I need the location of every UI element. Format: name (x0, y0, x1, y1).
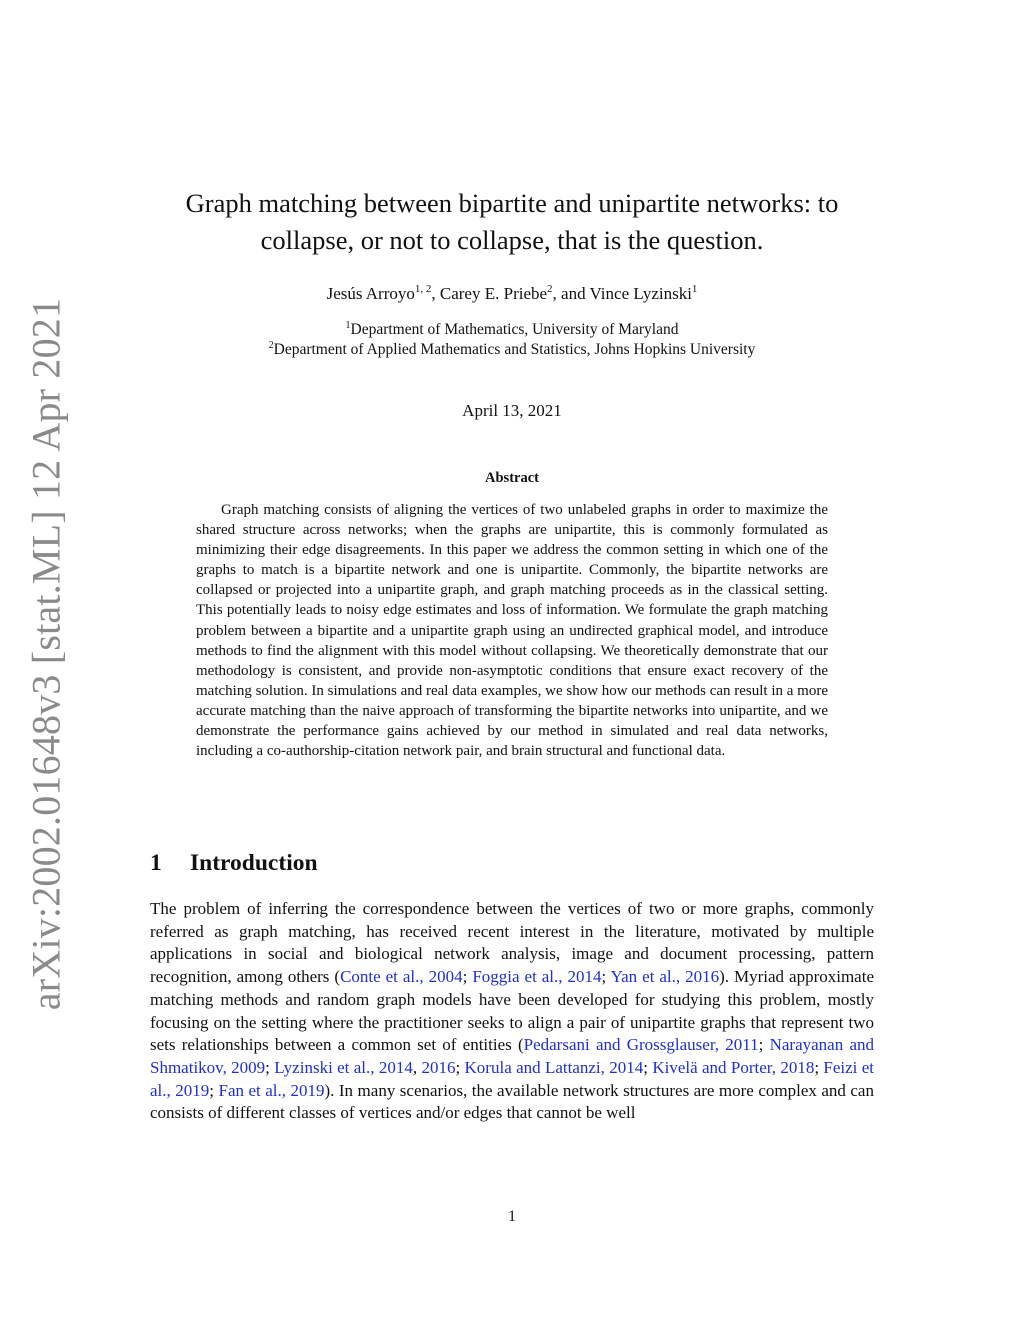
page-number: 1 (508, 1208, 516, 1225)
body-text: ; (643, 1057, 653, 1077)
affiliation-text: Department of Mathematics, University of Maryland (350, 321, 679, 338)
citation-link[interactable]: Fan et al., 2019 (218, 1080, 325, 1100)
affiliation-text: Department of Applied Mathematics and Statistics, Johns Hopkins University (273, 341, 756, 358)
author-affiliation-mark: 2 (547, 283, 553, 295)
affiliation-mark: 2 (268, 340, 274, 351)
author-separator: , (431, 284, 440, 303)
author-affiliation-mark: 1, 2 (414, 283, 432, 295)
body-text: ; (758, 1035, 770, 1055)
arxiv-side-stamp (16, 297, 76, 1011)
body-text: ; (455, 1057, 465, 1077)
body-text: , (412, 1057, 422, 1077)
affiliation (140, 340, 884, 360)
arxiv-id[interactable]: arXiv:2002.01648v3 [stat.ML] 12 Apr 2021 (23, 297, 69, 1011)
author-separator: , and (552, 284, 590, 303)
section-heading (150, 850, 874, 877)
body-text: ; (462, 967, 473, 987)
citation-link[interactable]: 2016 (421, 1057, 456, 1077)
section-number: 1 (150, 850, 162, 876)
author-list (140, 283, 884, 305)
citation-link[interactable]: Narayanan and Shmatikov, 2009 (150, 1035, 874, 1077)
affiliation-list (140, 320, 884, 360)
citation-link[interactable]: Korula and Lattanzi, 2014 (464, 1057, 644, 1077)
abstract-text: Graph matching consists of aligning the vertices of two unlabeled graphs in order to maximize the shared structure across networks; when the graphs are unipartite, this is commonly formulated as minimizing their edge disagreements. In this paper we address the common setting in which one of the graphs to match is a bipartite network and one is unipartite. Commonly, the bipartite networks are collapsed or projected into a unipartite graph, and graph matching proceeds as in the classical setting. This potentially leads to noisy edge estimates and loss of information. We formulate the graph matching problem between a bipartite and a unipartite graph using an undirected graphical model, and introduce methods to find the alignment with this model without collapsing. We theoretically demonstrate that our methodology is consistent, and provide non-asymptotic conditions that ensure exact recovery of the matching solution. In simulations and real data examples, we show how our methods can result in a more accurate matching than the naive approach of transforming the bipartite networks into unipartite, and we demonstrate the performance gains achieved by our method in simulated and real data networks, including a co-authorship-citation network pair, and brain structural and functional data. (196, 502, 828, 760)
section-title: Introduction (190, 850, 318, 876)
affiliation (140, 320, 884, 340)
abstract-heading: Abstract (485, 470, 539, 486)
citation-link[interactable]: Foggia et al., 2014 (472, 967, 602, 987)
body-text: ; (814, 1057, 824, 1077)
body-text: ; (601, 967, 611, 987)
body-text: ; (209, 1080, 219, 1100)
author-name: Jesús Arroyo (326, 284, 415, 303)
author-name: Vince Lyzinski (589, 284, 692, 303)
body-text: ; (265, 1057, 275, 1077)
paper-title: Graph matching between bipartite and unipartite networks: to collapse, or not to collapse, that is the question. (185, 188, 839, 255)
publication-date: April 13, 2021 (462, 401, 562, 420)
citation-link[interactable]: Lyzinski et al., 2014 (274, 1057, 413, 1077)
citation-link[interactable]: Conte et al., 2004 (340, 967, 463, 987)
body-text: ). In many scenarios, the available network structures are more complex and can consists of different classes of vertices and/or edges that cannot be well (150, 1080, 874, 1123)
affiliation-mark: 1 (345, 320, 351, 331)
body-text: The problem of inferring the correspondence between the vertices of two or more graphs, commonly referred as graph matching, has received recent interest in the literature, motivated by multiple applications in social and biological network analysis, image and document processing, pattern recognition, among others ( (150, 899, 874, 987)
introduction-paragraph (150, 898, 874, 1125)
citation-link[interactable]: Yan et al., 2016 (610, 967, 720, 987)
body-text: ). Myriad approximate matching methods and random graph models have been developed for studying this problem, mostly focusing on the setting where the practitioner seeks to align a pair of unipartite graphs that represent two sets relationships between a common set of entities ( (150, 967, 874, 1055)
citation-link[interactable]: Kivelä and Porter, 2018 (652, 1057, 815, 1077)
author-affiliation-mark: 1 (691, 283, 698, 295)
citation-link[interactable]: Feizi et al., 2019 (150, 1057, 875, 1100)
citation-link[interactable]: Pedarsani and Grossglauser, 2011 (523, 1035, 759, 1055)
author-name: Carey E. Priebe (439, 284, 548, 303)
